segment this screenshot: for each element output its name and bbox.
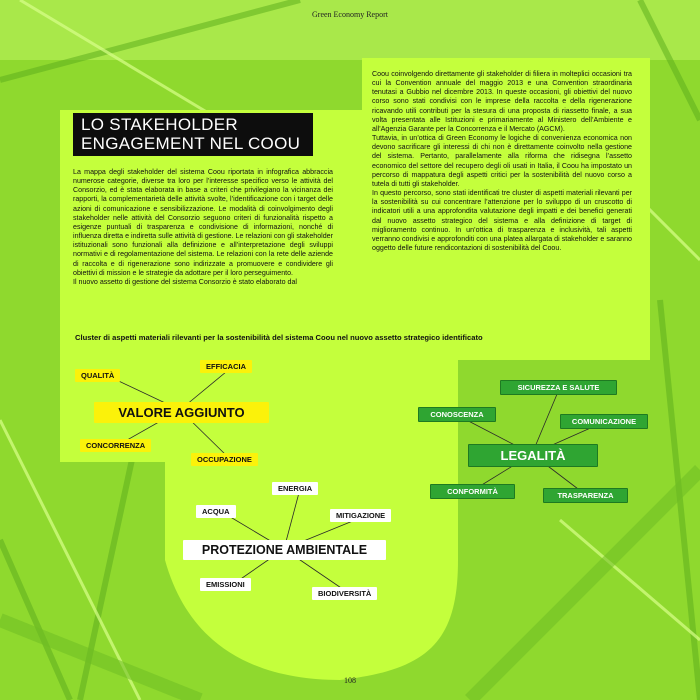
body-text-left-column xyxy=(73,168,333,287)
body-text-right-column xyxy=(372,70,632,253)
node-efficacia: EFFICACIA xyxy=(200,360,252,373)
node-occupazione: OCCUPAZIONE xyxy=(191,453,258,466)
node-sicurezza-e-salute: SICUREZZA E SALUTE xyxy=(500,380,617,395)
section-title xyxy=(73,113,313,156)
paragraph: Il nuovo assetto di gestione del sistema Consorzio è stato elaborato dal xyxy=(73,277,297,286)
node-concorrenza: CONCORRENZA xyxy=(80,439,151,452)
node-conoscenza: CONOSCENZA xyxy=(418,407,496,422)
node-trasparenza: TRASPARENZA xyxy=(543,488,628,503)
report-header: Green Economy Report xyxy=(312,10,388,19)
node-biodiversita: BIODIVERSITÀ xyxy=(312,587,377,600)
paragraph: Coou coinvolgendo direttamente gli stakeholder di filiera in molteplici occasioni tra cui la Convention annuale del maggio 2013 e una Convention straordinaria tenutasi a Gubbio nel dicembre 2013. In queste occasioni, gli obiettivi del nuovo corso sono stati condivisi con le imprese della raccolta e della rigenerazione ricavando utili contributi per la stesura di una proposta di riassetto finale, a sua volta presentata alle Istituzioni e primariamente al Ministero dell’Ambiente e all’Agenzia Garante per la Concorrenza e il Mercato (AGCM). xyxy=(372,70,632,133)
node-emissioni: EMISSIONI xyxy=(200,578,251,591)
page-number: 108 xyxy=(344,676,356,685)
node-protezione-ambientale: PROTEZIONE AMBIENTALE xyxy=(183,540,386,560)
node-acqua: ACQUA xyxy=(196,505,236,518)
node-legalita: LEGALITÀ xyxy=(468,444,598,467)
section-title-line-2: ENGAGEMENT NEL COOU xyxy=(81,134,301,153)
paragraph: La mappa degli stakeholder del sistema Coou riportata in infografica abbraccia numerose categorie, diverse tra loro per l’interesse specifico verso le attività del Consorzio, ed è stata elaborata in base a criteri che privilegiano la vicinanza dei rapporti, la complementarietà delle attività svolte, l’identificazione con i target delle azioni di comunicazione e sensibilizzazione. Le modalità di coinvolgimento degli stakeholder nelle attività del Consorzio seguono criteri di funzionalità rispetto a esigenze puntuali di trasparenza e condivisione di informazioni, nonché di influenza diretta e indiretta sulle attività di gestione. Le relazioni con gli stakeholder istituzionali sono funzionali alla definizione e all’interpretazione degli sviluppi normativi e di regolamentazione del sistema. Le relazioni con la rete delle aziende di raccolta e di rigenerazione sono indirizzate a promuovere e condividere gli obiettivi di mission e le strategie da adottare per il loro perseguimento. xyxy=(73,168,333,277)
paragraph: Tuttavia, in un’ottica di Green Economy le logiche di convenienza economica non devono sacrificare gli interessi di chi non è direttamente coinvolto nella gestione del sistema. Pertanto, parallelamente alla riforma che ridisegna l’assetto economico del settore del recupero degli oli usati in Italia, il Coou ha impostato un percorso di mappatura degli aspetti critici per la sostenibilità del nuovo corso a tutela di tutti gli stakeholder. xyxy=(372,134,632,188)
node-comunicazione: COMUNICAZIONE xyxy=(560,414,648,429)
node-qualita: QUALITÀ xyxy=(75,369,120,382)
node-energia: ENERGIA xyxy=(272,482,318,495)
node-conformita: CONFORMITÀ xyxy=(430,484,515,499)
section-title-line-1: LO STAKEHOLDER xyxy=(81,115,238,134)
cluster-diagram-title: Cluster di aspetti materiali rilevanti per la sostenibilità del sistema Coou nel nuovo assetto strategico identificato xyxy=(75,333,483,342)
node-valore-aggiunto: VALORE AGGIUNTO xyxy=(94,402,269,423)
paragraph: In questo percorso, sono stati identificati tre cluster di aspetti materiali rilevanti per la sostenibilità su cui concentrare l’attenzione per lo sviluppo di un cruscotto di indicatori utili a una approfondita valutazione degli impatti e dei benefici generati dal nuovo assetto strategico del sistema e alla definizione di target di miglioramento continuo. In un’ottica di trasparenza e inclusività, tali aspetti verranno condivisi e approfonditi con una platea allargata di stakeholder e saranno oggetto delle future rendicontazioni di sostenibilità del Coou. xyxy=(372,189,632,252)
node-mitigazione: MITIGAZIONE xyxy=(330,509,391,522)
